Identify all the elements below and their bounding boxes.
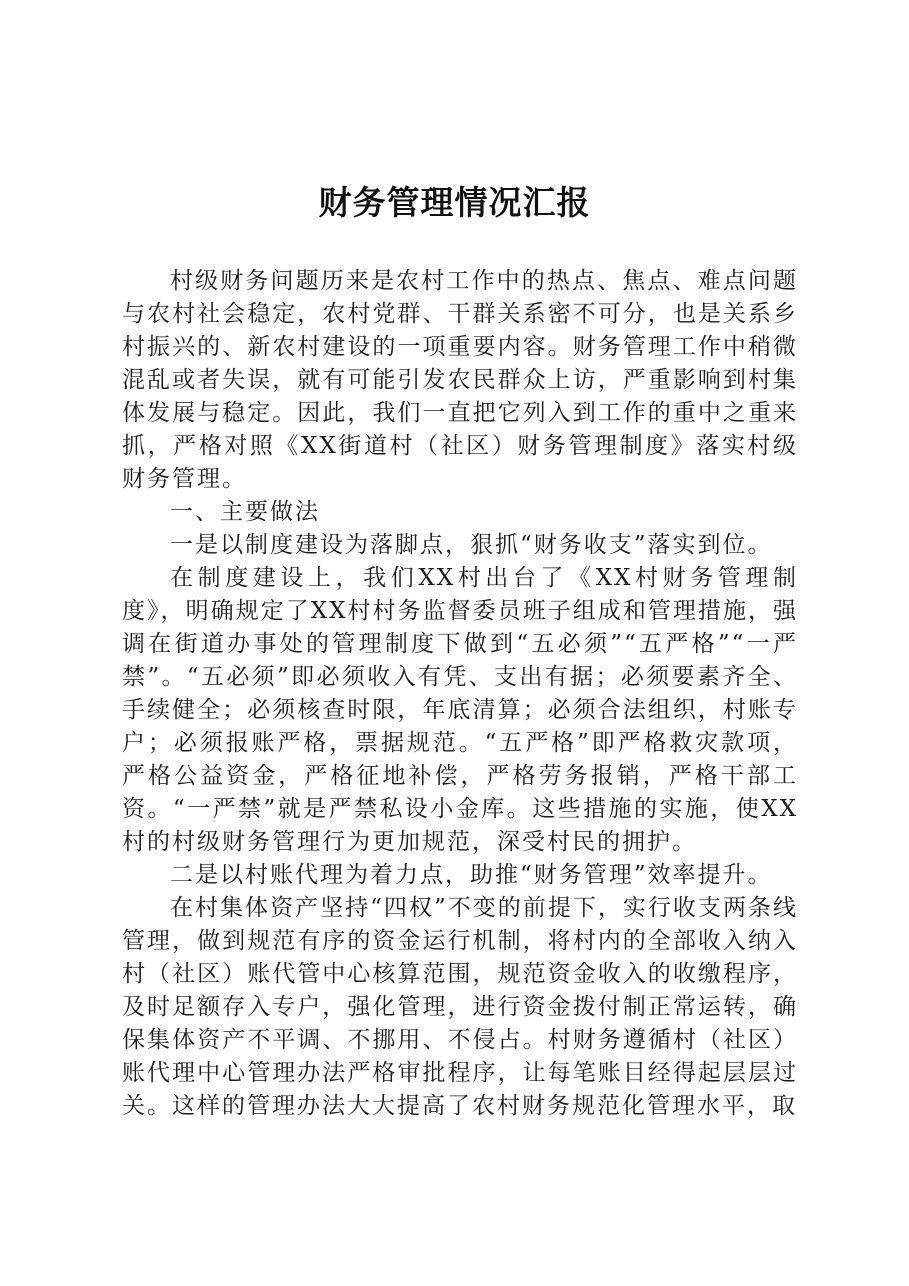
section-heading: 一、主要做法 [170, 499, 320, 525]
subsection-heading-2: 二是以村账代理为着力点，助推“财务管理”效率提升。 [170, 862, 773, 888]
document-body [122, 265, 798, 1123]
subsection-heading-1: 一是以制度建设为落脚点，狠抓“财务收支”落实到位。 [170, 532, 773, 558]
paragraph-account-agency: 在村集体资产坚持“四权”不变的前提下，实行收支两条线管理，做到规范有序的资金运行机制，将村内的全部收入纳入村（社区）账代管中心核算范围，规范资金收入的收缴程序，及时足额存入专户，强化管理，进行资金拨付制正常运转，确保集体资产不平调、不挪用、不侵占。村财务遵循村（社区）账代理中心管理办法严格审批程序，让每笔账目经得起层层过关。这样的管理办法大大提高了农村财务规范化管理水平，取 [122, 895, 798, 1119]
document-title: 财务管理情况汇报 [318, 183, 591, 222]
paragraph-system-building: 在制度建设上，我们XX村出台了《XX村财务管理制度》，明确规定了XX村村务监督委员班子组成和管理措施，强调在街道办事处的管理制度下做到“五必须”“五严格”“一严禁”。“五必须”即必须收入有凭、支出有据；必须要素齐全、手续健全；必须核查时限，年底清算；必须合法组织，村账专户；必须报账严格，票据规范。“五严格”即严格救灾款项，严格公益资金，严格征地补偿，严格劳务报销，严格干部工资。“一严禁”就是严禁私设小金库。这些措施的实施，使XX村的村级财务管理行为更加规范，深受村民的拥护。 [122, 565, 798, 855]
paragraph-intro: 村级财务问题历来是农村工作中的热点、焦点、难点问题与农村社会稳定，农村党群、干群关系密不可分，也是关系乡村振兴的、新农村建设的一项重要内容。财务管理工作中稍微混乱或者失误，就有可能引发农民群众上访，严重影响到村集体发展与稳定。因此，我们一直把它列入到工作的重中之重来抓，严格对照《XX街道村（社区）财务管理制度》落实村级财务管理。 [122, 268, 798, 492]
